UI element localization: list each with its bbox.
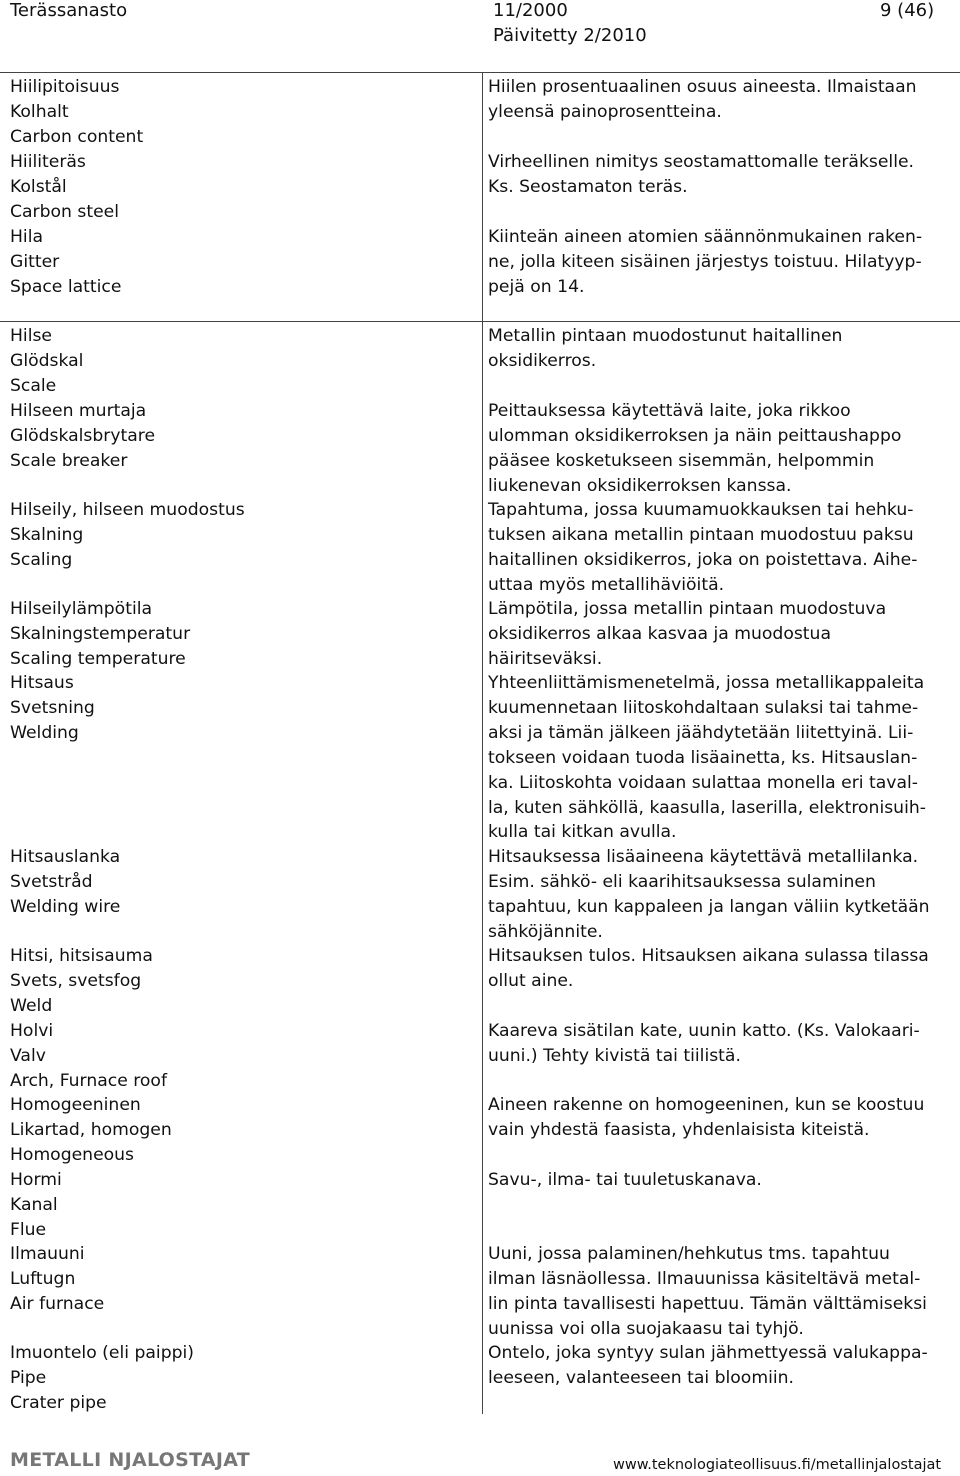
definition-line: tapahtuu, kun kappaleen ja langan väliin kytketään xyxy=(488,896,930,917)
definition-line: uunissa voi olla suojakaasu tai tyhjö. xyxy=(488,1318,804,1339)
definition xyxy=(488,75,917,125)
term: Flue xyxy=(10,1219,47,1240)
term: Ilmauuni xyxy=(10,1244,85,1264)
table-row-divider xyxy=(0,321,960,322)
definition xyxy=(488,1019,920,1069)
definition-line: leeseen, valanteeseen tai bloomiin. xyxy=(488,1367,794,1388)
term-group xyxy=(10,150,119,225)
definition xyxy=(488,1093,924,1143)
term: Hormi xyxy=(10,1170,62,1190)
footer-url: www.teknologiateollisuus.fi/metallinjalostajat xyxy=(613,1457,942,1473)
term: Homogeneous xyxy=(10,1144,135,1165)
definition-line: ne, jolla kiteen sisäinen järjestys toistuu. Hilatyyp- xyxy=(488,251,922,272)
term: Hila xyxy=(10,227,44,247)
definition-line: häiritseväksi. xyxy=(488,648,603,669)
page-number: 9 (46) xyxy=(880,0,935,21)
term-group xyxy=(10,944,153,1019)
definition-line: tuksen aikana metallin pintaan muodostuu paksu xyxy=(488,524,914,545)
document-title: Terässanasto xyxy=(10,0,128,21)
definition-line: Hitsauksessa lisäaineena käytettävä metallilanka. xyxy=(488,847,919,867)
definition-line: Hiilen prosentuaalinen osuus aineesta. Ilmaistaan xyxy=(488,77,917,97)
term-group xyxy=(10,225,121,300)
definition-line: tokseen voidaan tuoda lisäainetta, ks. Hitsauslan- xyxy=(488,747,918,768)
term: Holvi xyxy=(10,1021,54,1041)
term: Svetsning xyxy=(10,697,95,718)
definition-line: oksidikerros. xyxy=(488,350,597,371)
definition-line: la, kuten sähköllä, kaasulla, laserilla, elektronisuih- xyxy=(488,797,926,818)
definition-line: ollut aine. xyxy=(488,970,574,991)
table-top-rule xyxy=(0,72,960,73)
term: Valv xyxy=(10,1045,46,1066)
term: Likartad, homogen xyxy=(10,1119,172,1140)
term: Skalningstemperatur xyxy=(10,623,191,644)
definition xyxy=(488,498,917,598)
definition xyxy=(488,1242,927,1342)
term: Weld xyxy=(10,995,53,1016)
term: Pipe xyxy=(10,1367,47,1388)
definition-line: uttaa myös metallihäviöitä. xyxy=(488,574,725,595)
updated-date: Päivitetty 2/2010 xyxy=(493,25,647,46)
definition xyxy=(488,399,901,499)
definition-line: Kiinteän aineen atomien säännönmukainen raken- xyxy=(488,227,923,247)
term: Svetstråd xyxy=(10,871,93,892)
term: Hilseilylämpötila xyxy=(10,599,153,619)
term: Skalning xyxy=(10,524,84,545)
definition xyxy=(488,150,914,200)
term-group xyxy=(10,1168,62,1243)
term: Scaling xyxy=(10,549,73,570)
definition-line: ilman läsnäollessa. Ilmauunissa käsiteltävä metal- xyxy=(488,1268,921,1289)
term: Homogeeninen xyxy=(10,1095,141,1115)
definition xyxy=(488,845,930,945)
definition xyxy=(488,1168,762,1193)
term-group xyxy=(10,75,143,150)
definition-line: kulla tai kitkan avulla. xyxy=(488,822,677,843)
definition xyxy=(488,225,922,300)
term: Hiilipitoisuus xyxy=(10,77,120,97)
definition xyxy=(488,324,842,374)
term-group xyxy=(10,1341,194,1416)
term: Glödskalsbrytare xyxy=(10,425,156,446)
term: Imuontelo (eli paippi) xyxy=(10,1343,194,1363)
definition-line: lin pinta tavallisesti hapettuu. Tämän välttämiseksi xyxy=(488,1293,927,1314)
definition xyxy=(488,597,886,672)
definition-line: pääsee kosketukseen sisemmän, helpommin xyxy=(488,450,875,471)
definition-line: uuni.) Tehty kivistä tai tiilistä. xyxy=(488,1045,741,1066)
definition xyxy=(488,944,929,994)
definition-line: kuumennetaan liitoskohdaltaan sulaksi tai tahme- xyxy=(488,697,919,718)
term-group xyxy=(10,399,155,474)
column-divider xyxy=(482,72,483,1414)
term: Kanal xyxy=(10,1194,58,1215)
term: Welding wire xyxy=(10,896,121,917)
definition-line: vain yhdestä faasista, yhdenlaisista kiteistä. xyxy=(488,1119,870,1140)
definition xyxy=(488,1341,928,1391)
term: Carbon content xyxy=(10,126,144,147)
term-group xyxy=(10,1093,172,1168)
term: Hilse xyxy=(10,326,53,346)
definition-line: haitallinen oksidikerros, joka on poistettava. Aihe- xyxy=(488,549,918,570)
term: Gitter xyxy=(10,251,60,272)
term: Hilseen murtaja xyxy=(10,401,147,421)
term: Space lattice xyxy=(10,276,122,297)
definition xyxy=(488,671,926,845)
definition-line: Ks. Seostamaton teräs. xyxy=(488,176,688,197)
term: Luftugn xyxy=(10,1268,76,1289)
term: Hitsauslanka xyxy=(10,847,121,867)
document-date: 11/2000 xyxy=(493,0,568,21)
definition-line: Metallin pintaan muodostunut haitallinen xyxy=(488,326,843,346)
term-group xyxy=(10,597,190,672)
definition-line: liukenevan oksidikerroksen kanssa. xyxy=(488,475,792,496)
term: Arch, Furnace roof xyxy=(10,1070,168,1091)
term-group xyxy=(10,1019,167,1094)
definition-line: yleensä painoprosentteina. xyxy=(488,101,722,122)
definition-line: aksi ja tämän jälkeen jäähdytetään liitettyinä. Lii- xyxy=(488,722,914,743)
definition-line: Savu-, ilma- tai tuuletuskanava. xyxy=(488,1170,762,1190)
definition-line: Yhteenliittämismenetelmä, jossa metallikappaleita xyxy=(488,673,925,693)
term-group xyxy=(10,1242,104,1317)
term: Scaling temperature xyxy=(10,648,186,669)
term: Hitsi, hitsisauma xyxy=(10,946,153,966)
definition-line: Kaareva sisätilan kate, uunin katto. (Ks. Valokaari- xyxy=(488,1021,920,1041)
definition-line: oksidikerros alkaa kasvaa ja muodostua xyxy=(488,623,831,644)
term-group xyxy=(10,324,83,399)
definition-line: pejä on 14. xyxy=(488,276,585,297)
term: Hiiliteräs xyxy=(10,152,86,172)
term: Crater pipe xyxy=(10,1392,107,1413)
definition-line: Aineen rakenne on homogeeninen, kun se koostuu xyxy=(488,1095,925,1115)
term: Air furnace xyxy=(10,1293,105,1314)
term: Svets, svetsfog xyxy=(10,970,142,991)
definition-line: Ontelo, joka syntyy sulan jähmettyessä valukappa- xyxy=(488,1343,928,1363)
term-group xyxy=(10,671,95,746)
definition-line: Esim. sähkö- eli kaarihitsauksessa sulaminen xyxy=(488,871,876,892)
term: Kolstål xyxy=(10,176,67,197)
term-group xyxy=(10,845,120,920)
definition-line: Hitsauksen tulos. Hitsauksen aikana sulassa tilassa xyxy=(488,946,929,966)
definition-line: Virheellinen nimitys seostamattomalle teräkselle. xyxy=(488,152,915,172)
definition-line: Uuni, jossa palaminen/hehkutus tms. tapahtuu xyxy=(488,1244,890,1264)
term: Welding xyxy=(10,722,79,743)
definition-line: ulomman oksidikerroksen ja näin peittaushappo xyxy=(488,425,902,446)
definition-line: Peittauksessa käytettävä laite, joka rikkoo xyxy=(488,401,851,421)
term: Hilseily, hilseen muodostus xyxy=(10,500,245,520)
term: Scale xyxy=(10,375,57,396)
term: Hitsaus xyxy=(10,673,74,693)
definition-line: Lämpötila, jossa metallin pintaan muodostuva xyxy=(488,599,887,619)
definition-line: Tapahtuma, jossa kuumamuokkauksen tai hehku- xyxy=(488,500,914,520)
term: Carbon steel xyxy=(10,201,119,222)
definition-line: sähköjännite. xyxy=(488,921,603,942)
term: Kolhalt xyxy=(10,101,69,122)
footer-logo-text: METALLI NJALOSTAJAT xyxy=(10,1449,251,1471)
term-group xyxy=(10,498,245,573)
term: Glödskal xyxy=(10,350,84,371)
definition-line: ka. Liitoskohta voidaan sulattaa monella eri taval- xyxy=(488,772,918,793)
term: Scale breaker xyxy=(10,450,128,471)
